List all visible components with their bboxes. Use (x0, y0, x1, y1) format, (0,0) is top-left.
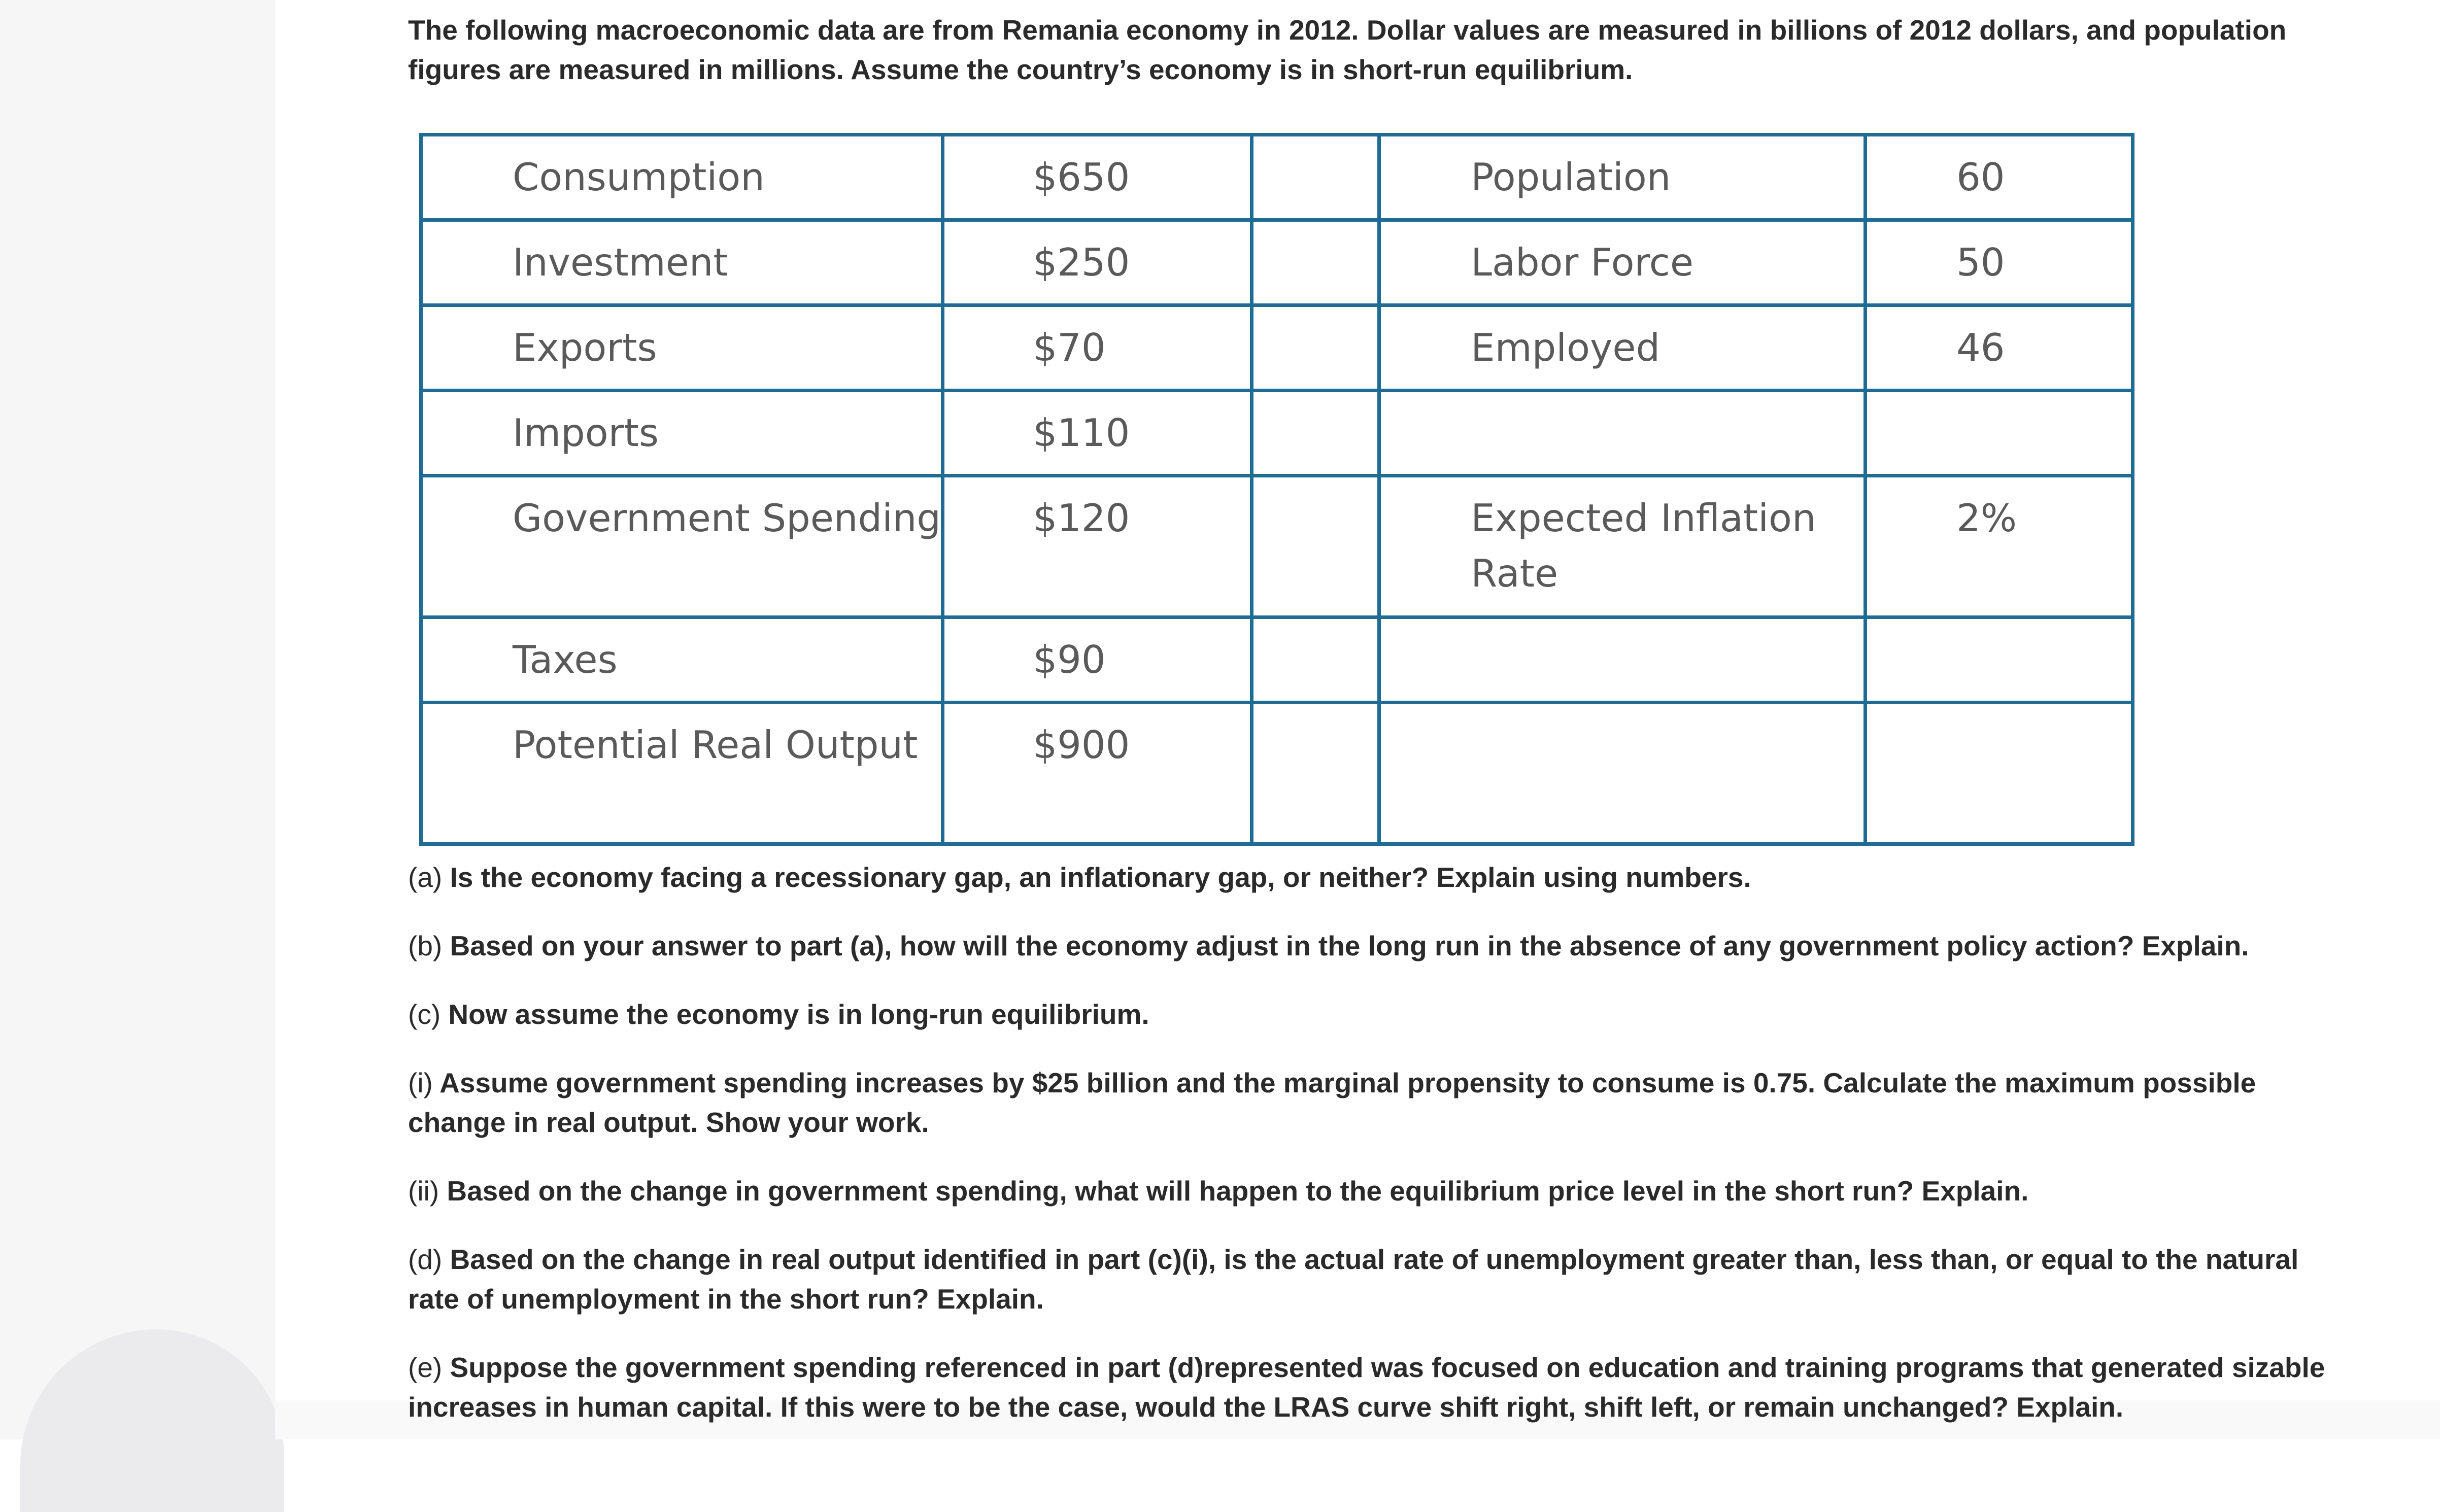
table-row (421, 476, 2133, 617)
row-value-secondary (1866, 703, 2133, 844)
questions-list (408, 857, 2352, 1456)
question-e (408, 1348, 2352, 1427)
row-value: $90 (943, 617, 1252, 703)
table-row (421, 617, 2133, 703)
macro-data-table (419, 133, 2134, 846)
intro-paragraph: The following macroeconomic data are from Remania economy in 2012. Dollar values are measured in billions of 2012 dollars, and population figures are measured in millions. Assume the country’s economy is in short-run equilibrium. (408, 14, 2287, 85)
row-label: Potential Real Output (421, 703, 943, 844)
left-side-panel (0, 0, 275, 1439)
row-value: $110 (943, 391, 1252, 476)
question-b-text: Based on your answer to part (a), how will the economy adjust in the long run in the absence of any government policy action? Explain. (450, 930, 2249, 961)
row-value: $120 (943, 476, 1252, 617)
empty-cell (1252, 391, 1379, 476)
question-b (408, 926, 2352, 966)
row-label-secondary: Expected Inflation Rate (1379, 476, 1866, 617)
row-label: Investment (421, 220, 943, 305)
row-label-secondary: Population (1379, 135, 1866, 220)
row-label: Taxes (421, 617, 943, 703)
question-c-tag: (c) (408, 999, 441, 1030)
empty-cell (1252, 703, 1379, 844)
row-value-secondary: 50 (1866, 220, 2133, 305)
question-c-i (408, 1063, 2352, 1142)
table-row (421, 135, 2133, 220)
question-c-ii-text: Based on the change in government spending, what will happen to the equilibrium price level in the short run? Explain. (447, 1175, 2029, 1207)
row-label-secondary (1379, 391, 1866, 476)
row-label-secondary (1379, 703, 1866, 844)
question-d-text: Based on the change in real output identified in part (c)(i), is the actual rate of unemployment greater than, less than, or equal to the natural rate of unemployment in the short run? Explain. (408, 1244, 2299, 1315)
empty-cell (1252, 220, 1379, 305)
table-row (421, 220, 2133, 305)
question-d-tag: (d) (408, 1244, 443, 1275)
row-value: $900 (943, 703, 1252, 844)
row-label: Imports (421, 391, 943, 476)
row-value-secondary (1866, 617, 2133, 703)
row-label: Consumption (421, 135, 943, 220)
empty-cell (1252, 135, 1379, 220)
empty-cell (1252, 476, 1379, 617)
table-row (421, 305, 2133, 391)
question-c-text: Now assume the economy is in long-run equilibrium. (448, 999, 1149, 1030)
row-value-secondary: 46 (1866, 305, 2133, 391)
row-value: $250 (943, 220, 1252, 305)
empty-cell (1252, 305, 1379, 391)
row-label-secondary: Employed (1379, 305, 1866, 391)
row-label-secondary: Labor Force (1379, 220, 1866, 305)
table-row (421, 703, 2133, 844)
question-b-tag: (b) (408, 930, 443, 961)
question-d (408, 1240, 2352, 1319)
row-value: $650 (943, 135, 1252, 220)
question-e-tag: (e) (408, 1352, 443, 1383)
row-label-secondary (1379, 617, 1866, 703)
question-c (408, 994, 2352, 1034)
row-label: Exports (421, 305, 943, 391)
question-a (408, 857, 2352, 897)
question-a-tag: (a) (408, 862, 443, 893)
question-c-ii-tag: (ii) (408, 1175, 439, 1207)
row-value: $70 (943, 305, 1252, 391)
question-e-text: Suppose the government spending referenced in part (d)represented was focused on education and training programs that generated sizable increases in human capital. If this were to be the case, would the LRAS curve shift right, shift left, or remain unchanged? Explain. (408, 1352, 2325, 1423)
question-c-i-tag: (i) (408, 1067, 433, 1098)
side-panel-decoration (20, 1329, 284, 1512)
question-c-i-text: Assume government spending increases by $25 billion and the marginal propensity to consume is 0.75. Calculate the maximum possible change in real output. Show your work. (408, 1067, 2256, 1138)
row-label: Government Spending (421, 476, 943, 617)
row-value-secondary: 2% (1866, 476, 2133, 617)
row-value-secondary (1866, 391, 2133, 476)
table-row (421, 391, 2133, 476)
question-c-ii (408, 1171, 2352, 1211)
question-a-text: Is the economy facing a recessionary gap, an inflationary gap, or neither? Explain using numbers. (450, 862, 1751, 893)
row-value-secondary: 60 (1866, 135, 2133, 220)
empty-cell (1252, 617, 1379, 703)
